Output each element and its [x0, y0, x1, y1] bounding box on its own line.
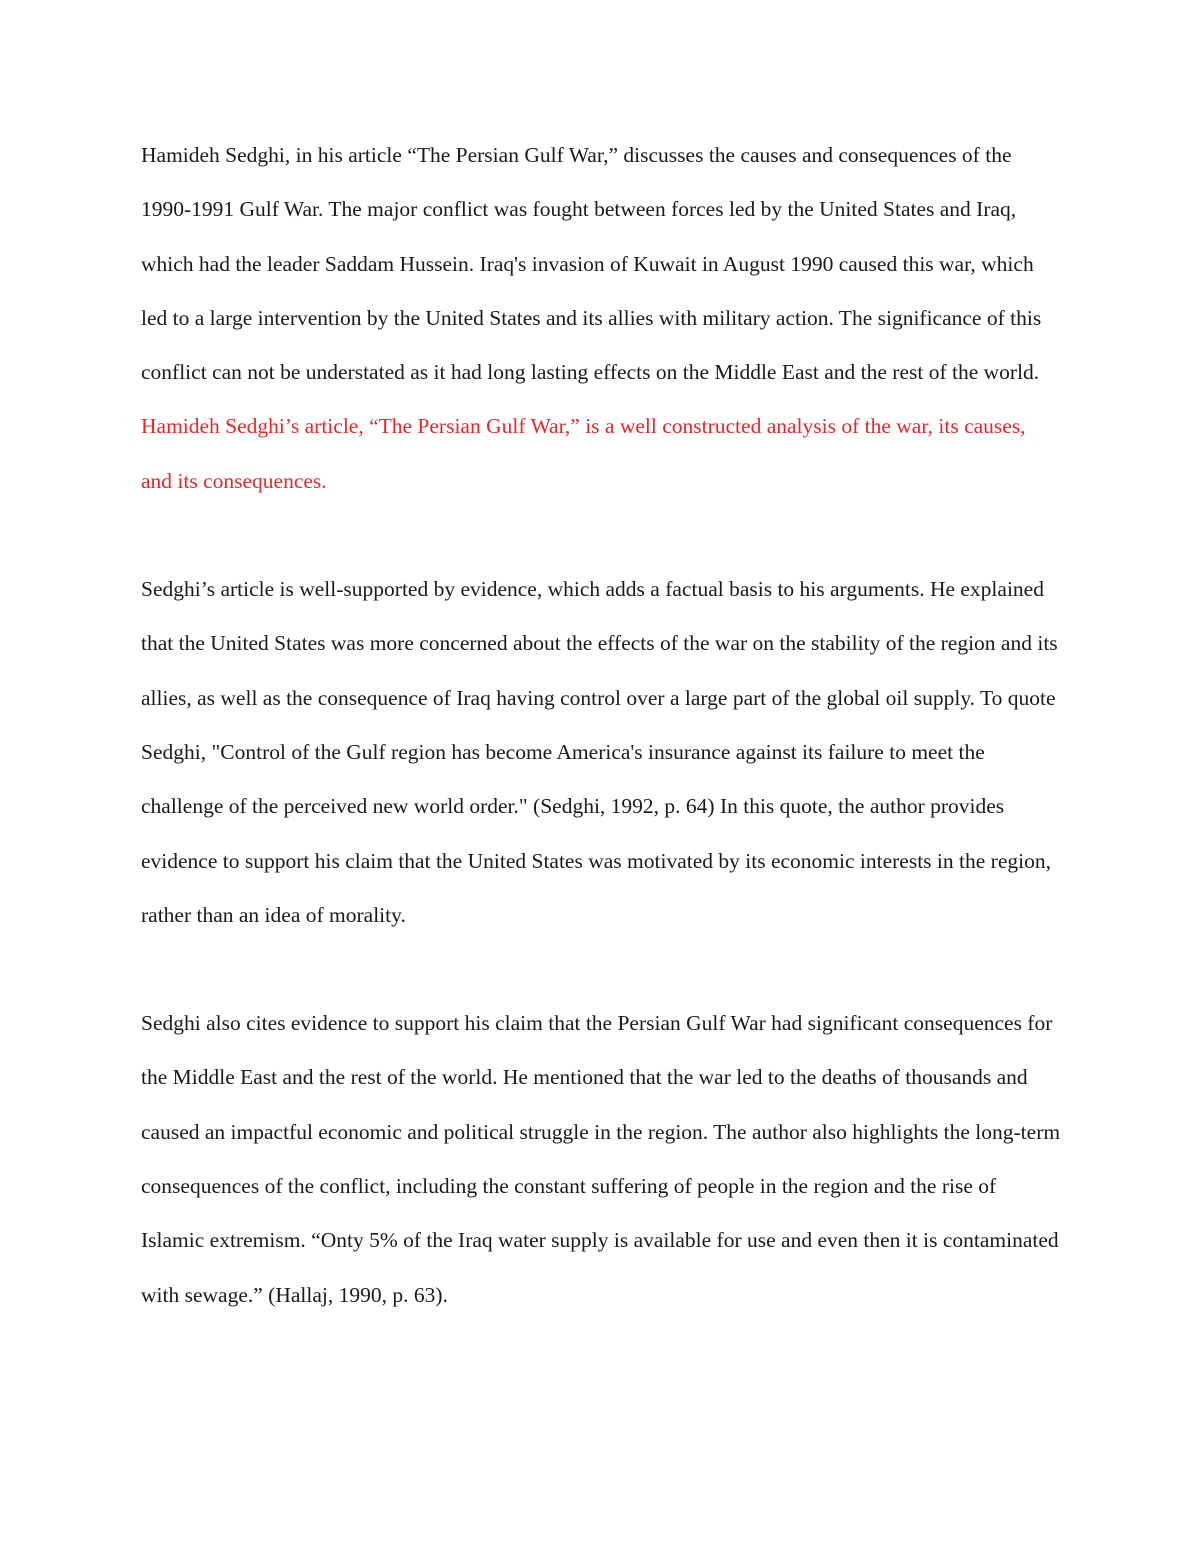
paragraph-intro-text: Hamideh Sedghi, in his article “The Persian Gulf War,” discusses the causes and consequences of the 1990-1991 Gulf War. The major conflict was fought between forces led by the United States and Iraq, which had the leader Saddam Hussein. Iraq's invasion of Kuwait in August 1990 caused this war, which led to a large intervention by the United States and its allies with military action. The significance of this conflict can not be understated as it had long lasting effects on the Middle East and the rest of the world.	[141, 143, 1042, 385]
paragraph-intro	[141, 128, 1061, 508]
thesis-statement: Hamideh Sedghi’s article, “The Persian Gulf War,” is a well constructed analysis of the war, its causes, and its consequences.	[141, 414, 1026, 493]
paragraph-consequences-text: Sedghi also cites evidence to support his claim that the Persian Gulf War had significant consequences for the Middle East and the rest of the world. He mentioned that the war led to the deaths of thousands and caused an impactful economic and political struggle in the region. The author also highlights the long-term consequences of the conflict, including the constant suffering of people in the region and the rise of Islamic extremism. “Onty 5% of the Iraq water supply is available for use and even then it is contaminated with sewage.” (Hallaj, 1990, p. 63).	[141, 1011, 1061, 1307]
paragraph-evidence-text: Sedghi’s article is well-supported by evidence, which adds a factual basis to his arguments. He explained that the United States was more concerned about the effects of the war on the stability of the region and its allies, as well as the consequence of Iraq having control over a large part of the global oil supply. To quote Sedghi, "Control of the Gulf region has become America's insurance against its failure to meet the challenge of the perceived new world order." (Sedghi, 1992, p. 64) In this quote, the author provides evidence to support his claim that the United States was motivated by its economic interests in the region, rather than an idea of morality.	[141, 577, 1058, 927]
document-body	[141, 128, 1061, 1376]
paragraph-evidence	[141, 562, 1061, 942]
paragraph-consequences	[141, 996, 1061, 1322]
